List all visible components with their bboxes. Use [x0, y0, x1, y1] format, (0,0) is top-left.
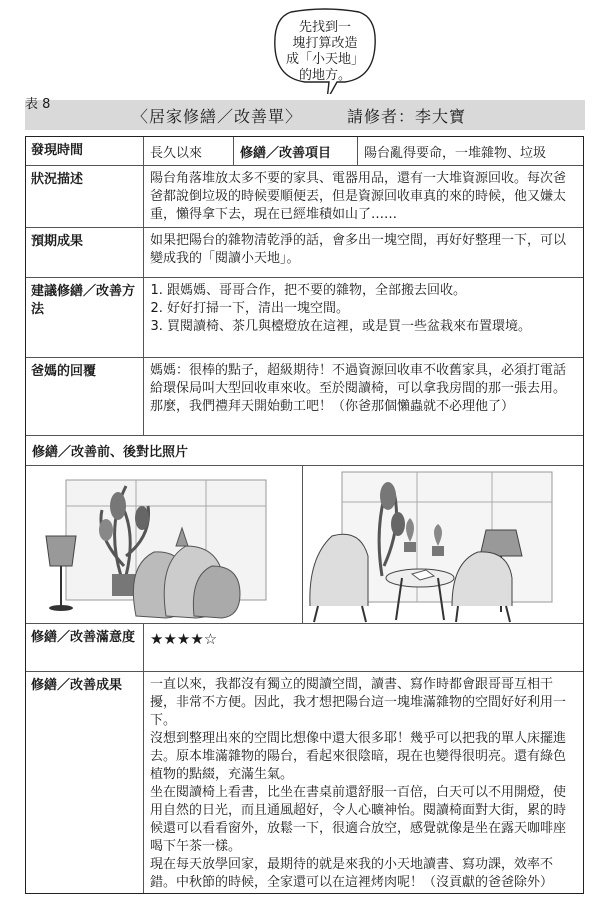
speech-bubble	[271, 8, 379, 94]
satisfaction-label: 修繕／改善滿意度	[26, 624, 144, 671]
photos-header-label: 修繕／改善前、後對比照片	[32, 445, 189, 460]
method-list	[150, 282, 577, 336]
result-paragraph-4: 現在每天放學回家，最期待的就是來我的小天地讀書、寫功課，效率不錯。中秋節的時候，全家還可以在這裡烤肉呢！（沒貢獻的爸爸除外）	[150, 857, 554, 890]
reply-label: 爸媽的回覆	[26, 358, 144, 435]
expected-label: 預期成果	[26, 228, 144, 277]
result-paragraph-2: 沒想到整理出來的空間比想像中還大很多耶！幾乎可以把我的單人床擺進去。原本堆滿雜物的陽台，看起來很陰暗，現在也變得很明亮。還有綠色植物的點綴，充滿生氣。	[150, 731, 567, 782]
bubble-line-3: 成「小天地」	[285, 52, 364, 67]
bubble-line-1: 先找到一	[298, 20, 351, 35]
row-discovery-time	[26, 137, 583, 165]
form-title: 〈居家修繕／改善單〉	[132, 107, 303, 126]
row-parents-reply	[26, 357, 583, 435]
status-text: 陽台角落堆放太多不要的家具、電器用品，還有一大堆資源回收。每次爸爸都說倒垃圾的時候要順便丟，但是資源回收車真的來的時候，他又嫌太重，懶得拿下去，現在已經堆積如山了……	[150, 171, 567, 222]
header-bar	[25, 100, 585, 130]
status-label: 狀況描述	[26, 166, 144, 227]
row-status	[26, 165, 583, 227]
discovery-time-value: 長久以來	[144, 137, 234, 165]
discovery-time-label: 發現時間	[26, 137, 144, 165]
result-text	[144, 672, 583, 893]
result-label: 修繕／改善成果	[26, 672, 144, 893]
before-illustration	[26, 466, 302, 624]
after-photo	[302, 466, 583, 624]
expected-text: 如果把陽台的雜物清乾淨的話，會多出一塊空間，再好好整理一下，可以變成我的「閱讀小天地」。	[150, 233, 567, 266]
result-paragraph-1: 一直以來，我都沒有獨立的閱讀空間，讀書、寫作時都會跟哥哥互相干擾，非常不方便。因此，我才想把陽台這一塊堆滿雜物的空間好好利用一下。	[150, 677, 567, 728]
method-list-container	[144, 278, 583, 357]
repair-item-value: 陽台亂得要命，一堆雜物、垃圾	[364, 146, 547, 161]
before-photo	[26, 466, 303, 624]
method-item-3: 3. 買閱讀椅、茶几與檯燈放在這裡，或是買一些盆栽來布置環境。	[167, 318, 577, 336]
bubble-line-4: 的地方。	[298, 68, 351, 83]
repair-form-table	[25, 136, 584, 894]
method-label: 建議修繕／改善方法	[26, 278, 144, 357]
after-illustration	[302, 466, 582, 624]
method-item-1: 1. 跟媽媽、哥哥合作，把不要的雜物，全部搬去回收。	[167, 282, 577, 300]
repairer-name: 請修者：李大寶	[347, 107, 467, 126]
row-photos-header	[26, 435, 583, 465]
row-method	[26, 277, 583, 357]
result-paragraph-3: 坐在閱讀椅上看書，比坐在書桌前還舒服一百倍，白天可以不用開燈，使用自然的日光，而且通風超好，令人心曠神怡。閱讀椅面對大街，累的時候還可以看看窗外，放鬆一下，很適合放空，感覺就像是坐在露天咖啡座喝下午茶一樣。	[150, 785, 567, 854]
row-photos	[26, 465, 583, 623]
repair-item-label: 修繕／改善項目	[234, 137, 358, 165]
reply-text: 媽媽：很棒的點子，超級期待！不過資源回收車不收舊家具，必須打電話給環保局叫大型回收車來收。至於閱讀椅，可以拿我房間的那一張去用。那麼，我們禮拜天開始動工吧！（你爸那個懶蟲就不必理他了）	[150, 363, 567, 414]
method-item-2: 2. 好好打掃一下，清出一塊空間。	[167, 300, 577, 318]
row-expected	[26, 227, 583, 277]
row-satisfaction	[26, 623, 583, 671]
bubble-line-2: 塊打算改造	[292, 36, 358, 51]
table-number: 表 8	[25, 97, 51, 112]
row-result	[26, 671, 583, 893]
satisfaction-stars: ★★★★☆	[150, 630, 218, 648]
